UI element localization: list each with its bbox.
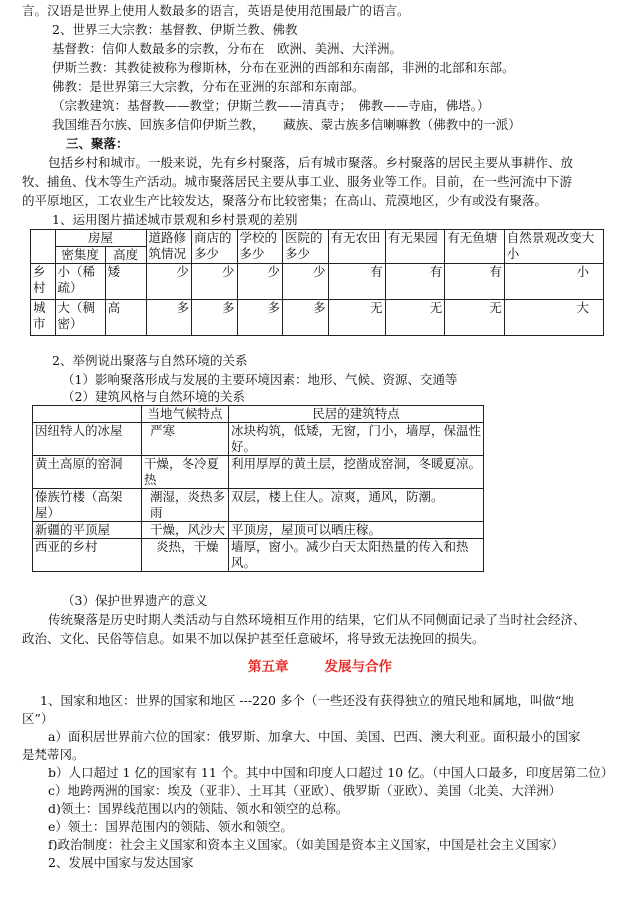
table-cell: 炎热，干燥 xyxy=(142,539,229,572)
table-cell: 矮 xyxy=(105,264,146,300)
table-cell: 多 xyxy=(192,300,238,336)
table-row xyxy=(33,423,484,456)
table-cell: 有 xyxy=(445,264,505,300)
table-cell: 大 xyxy=(504,300,603,336)
table-row xyxy=(33,406,484,423)
table-cell: 利用厚厚的黄土层，挖凿成窑洞，冬暖夏凉。 xyxy=(229,456,484,489)
text-line: 言。汉语是世界上使用人数最多的语言，英语是使用范围最广的语言。 xyxy=(22,3,410,18)
text-line: e）领土：国界范围内的领陆、领水和领空。 xyxy=(48,819,293,834)
table-cell: 少 xyxy=(237,264,283,300)
table-cell: 多 xyxy=(237,300,283,336)
table-cell: 严寒 xyxy=(142,423,229,456)
text-line: d)领土：国界线范围以内的领陆、领水和领空的总称。 xyxy=(48,801,349,816)
table-cell: 西亚的乡村 xyxy=(33,539,142,572)
header-cell: 当地气候特点 xyxy=(142,406,229,423)
row-label: 城市 xyxy=(31,300,56,336)
table-cell: 多 xyxy=(146,300,192,336)
table-cell: 大（稠密） xyxy=(55,300,105,336)
table-cell: 小（稀疏） xyxy=(55,264,105,300)
table-cell: 双层，楼上住人。凉爽，通风，防潮。 xyxy=(229,489,484,522)
table-cell: 无 xyxy=(445,300,505,336)
text-line: 1、国家和地区：世界的国家和地区 ---220 多个（一些还没有获得独立的殖民地和属地，叫做“地 xyxy=(40,693,574,708)
table-cell: 新疆的平顶屋 xyxy=(33,522,142,539)
table-cell: 傣族竹楼（高架屋） xyxy=(33,489,142,522)
table-cell: 黄土高原的窑洞 xyxy=(33,456,142,489)
table-cell: 多 xyxy=(283,300,329,336)
chapter-number: 第五章 xyxy=(248,659,289,675)
row-label: 乡村 xyxy=(31,264,56,300)
table-cell: 墙厚，窗小。减少白天太阳热量的传入和热风。 xyxy=(229,539,484,572)
text-line: （3）保护世界遗产的意义 xyxy=(62,593,208,608)
settlement-comparison-table xyxy=(30,229,604,336)
corner-cell xyxy=(33,406,142,423)
paragraph-line: 传统聚落是历史时期人类活动与自然环境相互作用的结果，它们从不同侧面记录了当时社会经济、 xyxy=(48,612,586,627)
header-cell: 有无鱼塘 xyxy=(445,230,505,264)
table-row xyxy=(31,300,604,336)
list-heading: 2、举例说出聚落与自然环境的关系 xyxy=(52,353,248,368)
table-cell: 冰块构筑，低矮，无窗，门小，墙厚，保温性好。 xyxy=(229,423,484,456)
header-cell: 房屋 xyxy=(55,230,146,247)
table-row xyxy=(31,230,604,247)
header-cell: 有无果园 xyxy=(385,230,445,264)
list-heading: 1、运用图片描述城市景观和乡村景观的差别 xyxy=(52,212,298,227)
paragraph-line: 的平原地区，工农业生产比较发达，聚落分布比较密集；在高山、荒漠地区，少有或没有聚落。 xyxy=(22,193,548,208)
chapter-heading xyxy=(0,658,640,676)
table-row xyxy=(31,264,604,300)
paragraph-line: 政治、文化、民俗等信息。如果不加以保护甚至任意破坏，将导致无法挽回的损失。 xyxy=(22,631,485,646)
architecture-table xyxy=(32,405,484,572)
section-heading: 三、聚落： xyxy=(66,136,129,151)
header-cell: 民居的建筑特点 xyxy=(229,406,484,423)
table-cell: 干燥，冬冷夏热 xyxy=(142,456,229,489)
table-row xyxy=(33,522,484,539)
table-cell: 小 xyxy=(504,264,603,300)
table-cell: 少 xyxy=(146,264,192,300)
table-cell: 有 xyxy=(328,264,385,300)
table-cell: 因纽特人的冰屋 xyxy=(33,423,142,456)
text-line: 是梵蒂冈。 xyxy=(22,747,85,762)
table-row xyxy=(33,456,484,489)
corner-cell xyxy=(31,230,56,264)
text-line: 伊斯兰教：其教徒被称为穆斯林，分布在亚洲的西部和东南部，非洲的北部和东部。 xyxy=(52,60,515,75)
header-cell: 自然景观改变大小 xyxy=(504,230,603,264)
header-cell: 密集度 xyxy=(55,247,105,264)
header-cell: 道路修筑情况 xyxy=(146,230,192,264)
paragraph-line: 包括乡村和城市。一般来说，先有乡村聚落，后有城市聚落。乡村聚落的居民主要从事耕作、放 xyxy=(48,155,574,170)
text-line: 我国维吾尔族、回族多信仰伊斯兰教， 藏族、蒙古族多信喇嘛教（佛教中的一派） xyxy=(52,117,521,132)
table-cell: 无 xyxy=(328,300,385,336)
table-cell: 少 xyxy=(192,264,238,300)
text-line: 佛教：是世界第三大宗教，分布在亚洲的东部和东南部。 xyxy=(52,79,365,94)
header-cell: 商店的多少 xyxy=(192,230,238,264)
table-cell: 无 xyxy=(385,300,445,336)
text-line: f)政治制度：社会主义国家和资本主义国家。（如美国是资本主义国家，中国是社会主义国家） xyxy=(48,837,564,852)
text-line: c）地跨两洲的国家：埃及（亚非）、土耳其（亚欧）、俄罗斯（亚欧）、美国（北美、大洋洲） xyxy=(48,783,562,798)
table-cell: 有 xyxy=(385,264,445,300)
list-heading: 2、世界三大宗教：基督教、伊斯兰教、佛教 xyxy=(52,22,298,37)
table-cell: 潮湿，炎热多雨 xyxy=(142,489,229,522)
table-cell: 干燥，风沙大 xyxy=(142,522,229,539)
header-cell: 有无农田 xyxy=(328,230,385,264)
header-cell: 高度 xyxy=(105,247,146,264)
text-line: （宗教建筑：基督教——教堂；伊斯兰教——清真寺； 佛教——寺庙，佛塔。） xyxy=(52,98,490,113)
text-line: 区”） xyxy=(22,711,54,726)
header-cell: 学校的多少 xyxy=(237,230,283,264)
chapter-title: 发展与合作 xyxy=(324,659,392,675)
table-cell: 平顶房，屋顶可以晒庄稼。 xyxy=(229,522,484,539)
header-cell: 医院的多少 xyxy=(283,230,329,264)
text-line: a）面积居世界前六位的国家：俄罗斯、加拿大、中国、美国、巴西、澳大利亚。面积最小的国家 xyxy=(48,729,581,744)
table-row xyxy=(33,539,484,572)
list-heading: 2、发展中国家与发达国家 xyxy=(48,855,194,870)
table-cell: 少 xyxy=(283,264,329,300)
text-line: （2）建筑风格与自然环境的关系 xyxy=(62,389,245,404)
text-line: 基督教：信仰人数最多的宗教，分布在 欧洲、美洲、大洋洲。 xyxy=(52,41,403,56)
paragraph-line: 牧、捕鱼、伐木等生产活动。城市聚落居民主要从事工业、服务业等工作。目前，在一些河流中下游 xyxy=(22,174,573,189)
text-line: （1）影响聚落形成与发展的主要环境因素：地形、气候、资源、交通等 xyxy=(62,372,458,387)
table-cell: 高 xyxy=(105,300,146,336)
table-row xyxy=(33,489,484,522)
text-line: b）人口超过 1 亿的国家有 11 个。其中中国和印度人口超过 10 亿。（中国人口最多，印度居第二位） xyxy=(48,765,614,780)
